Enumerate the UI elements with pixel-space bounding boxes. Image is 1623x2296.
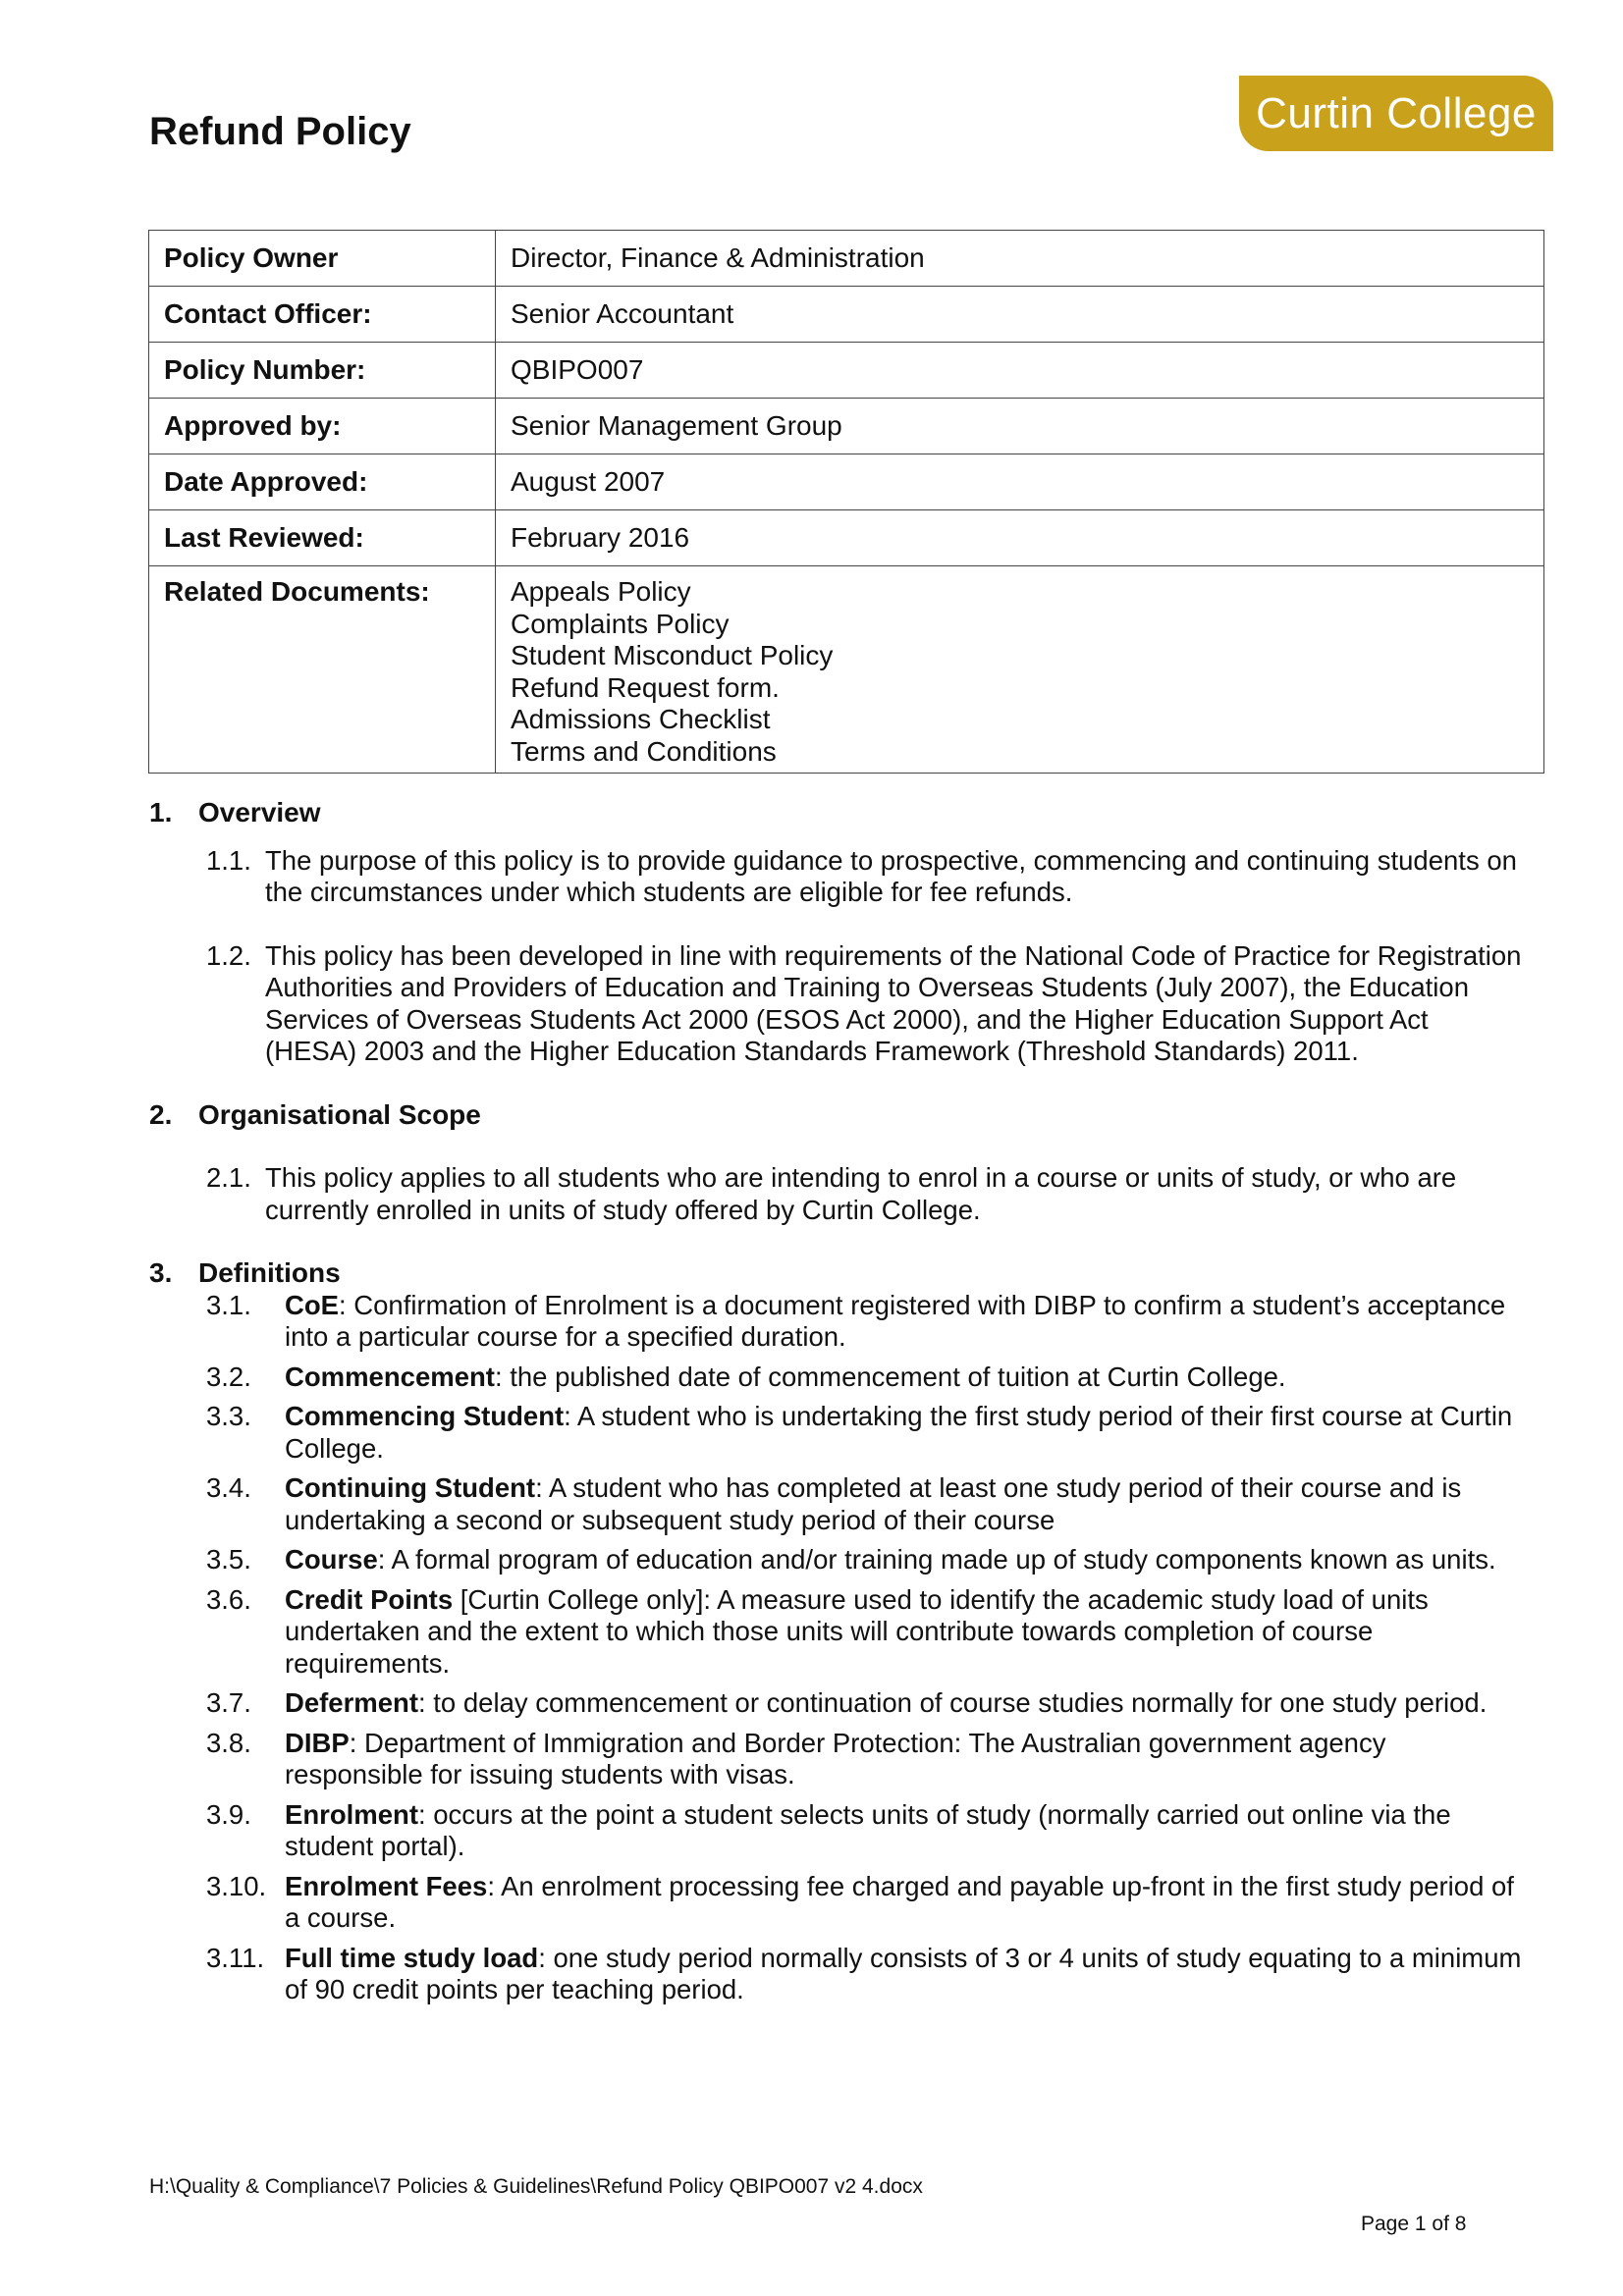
definition-term: Full time study load [285, 1942, 539, 1973]
table-row [149, 287, 1544, 343]
definition-text: : Department of Immigration and Border Protection: The Australian government agency responsible for issuing students with visas. [285, 1727, 1386, 1789]
section-number: 2. [149, 1098, 173, 1130]
definition-term: Deferment [285, 1687, 419, 1718]
table-row [149, 231, 1544, 287]
section-number: 3. [149, 1257, 173, 1288]
definition-item [149, 1401, 1524, 1465]
definition-term: Continuing Student [285, 1472, 536, 1503]
definition-item [149, 1472, 1524, 1536]
definition-item [149, 1290, 1524, 1354]
section-title: Organisational Scope [198, 1098, 481, 1130]
definition-text: : A student who has completed at least one study period of their course and is undertaking a second or subsequent study period of their course [285, 1472, 1462, 1535]
definition-term: Course [285, 1544, 378, 1575]
section-heading-definitions [149, 1257, 1524, 1290]
paragraph-1-1 [149, 845, 1524, 909]
paragraph-number: 2.1. [206, 1162, 251, 1193]
paragraph-2-1 [149, 1162, 1524, 1226]
definition-text: : A formal program of education and/or training made up of study components known as units. [377, 1544, 1496, 1575]
definition-number: 3.9. [206, 1798, 251, 1830]
definition-item [149, 1687, 1524, 1720]
definition-item [149, 1544, 1524, 1576]
definition-number: 3.8. [206, 1727, 251, 1758]
definition-term: CoE [285, 1289, 339, 1320]
related-document-item: Admissions Checklist [511, 704, 771, 734]
section-heading-overview [149, 797, 1524, 829]
curtin-college-logo [1239, 76, 1553, 151]
page-title: Refund Policy [149, 110, 411, 153]
date-approved-label: Date Approved: [149, 454, 496, 510]
section-title: Definitions [198, 1257, 341, 1288]
definition-number: 3.6. [206, 1583, 251, 1615]
paragraph-text: This policy applies to all students who are intending to enrol in a course or units of study, or who are currently enrolled in units of study offered by Curtin College. [265, 1162, 1457, 1225]
related-document-item: Student Misconduct Policy [511, 640, 834, 670]
date-approved-value: August 2007 [496, 454, 1544, 510]
definition-number: 3.3. [206, 1401, 251, 1431]
definition-text: : the published date of commencement of tuition at Curtin College. [494, 1361, 1286, 1392]
definition-item [149, 1943, 1524, 2006]
definition-item [149, 1584, 1524, 1681]
related-document-item: Terms and Conditions [511, 735, 777, 767]
policy-owner-label: Policy Owner [149, 231, 496, 287]
footer-file-path: H:\Quality & Compliance\7 Policies & Guidelines\Refund Policy QBIPO007 v2 4.docx [149, 2175, 923, 2198]
contact-officer-label: Contact Officer: [149, 287, 496, 343]
definition-text: : occurs at the point a student selects units of study (normally carried out online via the student portal). [285, 1798, 1451, 1861]
definition-term: Commencing Student [285, 1401, 565, 1431]
table-row [149, 343, 1544, 399]
related-documents-list [511, 576, 1529, 768]
approved-by-value: Senior Management Group [496, 399, 1544, 454]
definition-term: Commencement [285, 1361, 495, 1392]
definition-term: DIBP [285, 1727, 350, 1758]
definition-number: 3.4. [206, 1472, 251, 1503]
last-reviewed-value: February 2016 [496, 510, 1544, 566]
policy-details-table [148, 230, 1544, 774]
definition-item [149, 1871, 1524, 1935]
section-heading-scope [149, 1099, 1524, 1132]
definition-item [149, 1799, 1524, 1863]
approved-by-label: Approved by: [149, 399, 496, 454]
policy-number-value: QBIPO007 [496, 343, 1544, 399]
definition-number: 3.1. [206, 1289, 251, 1320]
paragraph-text: This policy has been developed in line with requirements of the National Code of Practice for Registration Authorities and Providers of Education and Training to Overseas Students (July 2007), the Education Services of Overseas Students Act 2000 (ESOS Act 2000), and the Higher Education Support Act (HESA) 2003 and the Higher Education Standards Framework (Threshold Standards) 2011. [265, 939, 1522, 1066]
definition-text: : An enrolment processing fee charged and payable up-front in the first study period of a course. [285, 1870, 1514, 1933]
definition-number: 3.2. [206, 1361, 251, 1392]
table-row [149, 454, 1544, 510]
definition-term: Enrolment Fees [285, 1870, 488, 1901]
section-number: 1. [149, 797, 173, 828]
definition-text: [Curtin College only]: A measure used to identify the academic study load of units undertaken and the extent to which those units will contribute towards completion of course requirements. [285, 1583, 1429, 1679]
definition-text: : one study period normally consists of 3 or 4 units of study equating to a minimum of 90 credit points per teaching period. [285, 1942, 1522, 2004]
policy-body [149, 797, 1524, 2006]
last-reviewed-label: Last Reviewed: [149, 510, 496, 566]
definition-number: 3.5. [206, 1544, 251, 1575]
definition-number: 3.10. [206, 1870, 267, 1901]
related-documents-value [496, 566, 1544, 774]
table-row [149, 566, 1544, 774]
logo-text: Curtin College [1256, 88, 1537, 137]
policy-owner-value: Director, Finance & Administration [496, 231, 1544, 287]
table-row [149, 510, 1544, 566]
definition-number: 3.7. [206, 1687, 251, 1718]
definition-text: : A student who is undertaking the first study period of their first course at Curtin College. [285, 1401, 1513, 1464]
definition-item [149, 1362, 1524, 1394]
definition-text: : to delay commencement or continuation of course studies normally for one study period. [418, 1687, 1488, 1718]
definition-term: Credit Points [285, 1583, 454, 1615]
related-document-item: Complaints Policy [511, 608, 730, 639]
related-document-item: Refund Request form. [511, 671, 780, 703]
definition-number: 3.11. [206, 1942, 265, 1973]
footer-page-number: Page 1 of 8 [1361, 2213, 1467, 2235]
table-row [149, 399, 1544, 454]
paragraph-1-2 [149, 940, 1524, 1068]
section-title: Overview [198, 797, 321, 828]
contact-officer-value: Senior Accountant [496, 287, 1544, 343]
definition-term: Enrolment [285, 1798, 418, 1830]
definition-text: : Confirmation of Enrolment is a document registered with DIBP to confirm a student’s acceptance into a particular course for a specified duration. [285, 1289, 1506, 1352]
related-document-item: Appeals Policy [511, 576, 691, 607]
paragraph-text: The purpose of this policy is to provide guidance to prospective, commencing and continuing students on the circumstances under which students are eligible for fee refunds. [265, 844, 1517, 907]
policy-number-label: Policy Number: [149, 343, 496, 399]
definition-item [149, 1728, 1524, 1791]
paragraph-number: 1.2. [206, 939, 251, 971]
related-documents-label: Related Documents: [149, 566, 496, 774]
paragraph-number: 1.1. [206, 844, 251, 876]
